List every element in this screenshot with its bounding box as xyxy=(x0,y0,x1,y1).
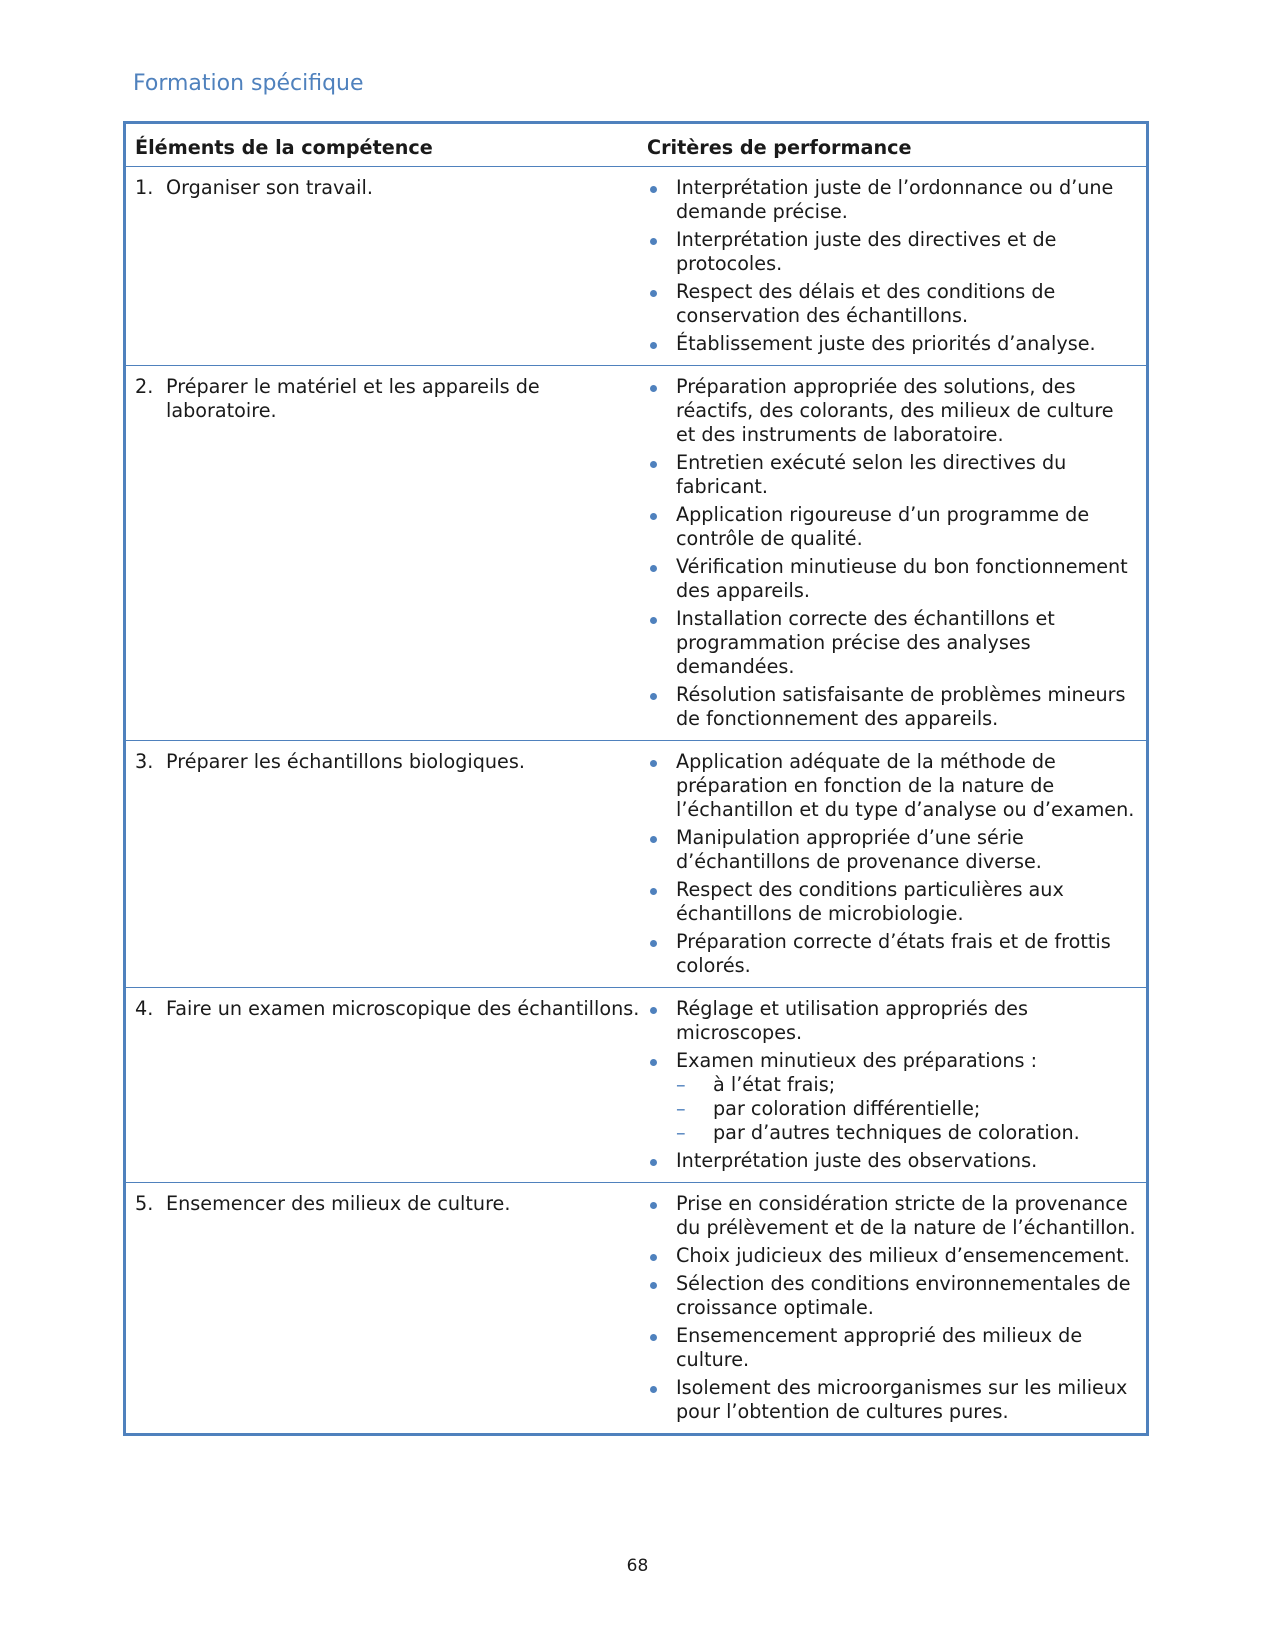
table-row xyxy=(125,988,1148,1183)
criterion-body xyxy=(676,826,1146,874)
criterion-body xyxy=(676,555,1146,603)
criterion-item xyxy=(647,280,1146,328)
sub-criterion-text: à l’état frais; xyxy=(713,1073,836,1096)
bullet-icon xyxy=(647,997,676,1045)
criterion-text: Résolution satisfaisante de problèmes mineurs de fonctionnement des appareils. xyxy=(676,683,1126,730)
criterion-body xyxy=(676,1376,1146,1424)
criterion-text: Vérification minutieuse du bon fonctionnement des appareils. xyxy=(676,555,1128,602)
table-row xyxy=(125,167,1148,366)
table-row xyxy=(125,366,1148,741)
criterion-item xyxy=(647,826,1146,874)
criteria-list xyxy=(647,741,1146,987)
criterion-text: Choix judicieux des milieux d’ensemencement. xyxy=(676,1244,1130,1267)
criterion-item xyxy=(647,1324,1146,1372)
element-cell xyxy=(125,988,648,1183)
bullet-icon xyxy=(647,1244,676,1268)
dash-icon: – xyxy=(676,1121,686,1144)
bullet-icon xyxy=(647,878,676,926)
element-cell xyxy=(125,366,648,741)
criterion-item xyxy=(647,683,1146,731)
bullet-icon xyxy=(647,1149,676,1173)
criterion-text: Préparation correcte d’états frais et de frottis colorés. xyxy=(676,930,1111,977)
sub-criteria-list xyxy=(676,1073,1138,1145)
criterion-body xyxy=(676,451,1146,499)
header-criteria: Critères de performance xyxy=(647,123,1148,167)
bullet-icon xyxy=(647,1324,676,1372)
criterion-item xyxy=(647,451,1146,499)
criterion-body xyxy=(676,607,1146,679)
criterion-body xyxy=(676,1049,1146,1145)
element-number: 4. xyxy=(135,997,154,1020)
bullet-icon xyxy=(647,826,676,874)
element-cell xyxy=(125,167,648,366)
bullet-icon xyxy=(647,176,676,224)
criterion-body xyxy=(676,503,1146,551)
criteria-cell xyxy=(647,167,1148,366)
table-row xyxy=(125,1183,1148,1435)
criterion-body xyxy=(676,750,1146,822)
criterion-body xyxy=(676,176,1146,224)
element-text: Faire un examen microscopique des échantillons. xyxy=(166,997,640,1020)
bullet-icon xyxy=(647,375,676,447)
criterion-body xyxy=(676,930,1146,978)
bullet-icon xyxy=(647,607,676,679)
element-item xyxy=(135,997,647,1021)
bullet-icon xyxy=(647,228,676,276)
header-elements: Éléments de la compétence xyxy=(125,123,648,167)
criterion-text: Ensemencement approprié des milieux de culture. xyxy=(676,1324,1083,1371)
criterion-body xyxy=(676,1192,1146,1240)
element-cell xyxy=(125,741,648,988)
bullet-icon xyxy=(647,683,676,731)
criterion-body xyxy=(676,683,1146,731)
criterion-body xyxy=(676,878,1146,926)
criterion-item xyxy=(647,1376,1146,1424)
criterion-body xyxy=(676,332,1146,356)
bullet-icon xyxy=(647,555,676,603)
criterion-item xyxy=(647,930,1146,978)
criteria-list xyxy=(647,366,1146,740)
criterion-body xyxy=(676,1324,1146,1372)
bullet-icon xyxy=(647,750,676,822)
criterion-body xyxy=(676,280,1146,328)
section-title: Formation spécifique xyxy=(133,71,364,96)
element-number: 5. xyxy=(135,1192,154,1215)
criterion-body xyxy=(676,1244,1146,1268)
criterion-body xyxy=(676,1272,1146,1320)
bullet-icon xyxy=(647,1192,676,1240)
dash-icon: – xyxy=(676,1073,686,1096)
criterion-item xyxy=(647,503,1146,551)
criterion-text: Préparation appropriée des solutions, des réactifs, des colorants, des milieux de culture et des instruments de laboratoire. xyxy=(676,375,1114,446)
element-item xyxy=(135,1192,647,1216)
criterion-text: Interprétation juste des observations. xyxy=(676,1149,1038,1172)
criteria-cell xyxy=(647,366,1148,741)
criterion-text: Interprétation juste de l’ordonnance ou d’une demande précise. xyxy=(676,176,1114,223)
criterion-text: Respect des délais et des conditions de conservation des échantillons. xyxy=(676,280,1056,327)
criterion-item xyxy=(647,375,1146,447)
criterion-text: Examen minutieux des préparations : xyxy=(676,1049,1038,1072)
criterion-text: Entretien exécuté selon les directives du fabricant. xyxy=(676,451,1067,498)
dash-icon: – xyxy=(676,1097,686,1120)
sub-criterion-item xyxy=(676,1097,1138,1121)
sub-criterion-text: par coloration différentielle; xyxy=(713,1097,981,1120)
sub-criterion-item xyxy=(676,1073,1138,1097)
bullet-icon xyxy=(647,332,676,356)
criterion-item xyxy=(647,555,1146,603)
table-row xyxy=(125,741,1148,988)
bullet-icon xyxy=(647,451,676,499)
criterion-text: Application rigoureuse d’un programme de contrôle de qualité. xyxy=(676,503,1090,550)
criterion-text: Interprétation juste des directives et de protocoles. xyxy=(676,228,1057,275)
criteria-cell xyxy=(647,741,1148,988)
criteria-cell xyxy=(647,1183,1148,1435)
criterion-body xyxy=(676,375,1146,447)
table-body xyxy=(125,167,1148,1435)
criterion-item xyxy=(647,1272,1146,1320)
criterion-item xyxy=(647,176,1146,224)
criterion-text: Réglage et utilisation appropriés des microscopes. xyxy=(676,997,1028,1044)
bullet-icon xyxy=(647,503,676,551)
criterion-text: Respect des conditions particulières aux échantillons de microbiologie. xyxy=(676,878,1064,925)
criteria-list xyxy=(647,167,1146,365)
criterion-text: Sélection des conditions environnementales de croissance optimale. xyxy=(676,1272,1131,1319)
element-number: 1. xyxy=(135,176,154,199)
element-number: 2. xyxy=(135,375,154,398)
criterion-text: Isolement des microorganismes sur les milieux pour l’obtention de cultures pures. xyxy=(676,1376,1128,1423)
criterion-text: Manipulation appropriée d’une série d’échantillons de provenance diverse. xyxy=(676,826,1042,873)
element-text: Préparer le matériel et les appareils de laboratoire. xyxy=(166,375,540,422)
element-text: Organiser son travail. xyxy=(166,176,373,199)
criterion-item xyxy=(647,878,1146,926)
element-item xyxy=(135,750,647,774)
bullet-icon xyxy=(647,1049,676,1145)
criterion-item xyxy=(647,607,1146,679)
criterion-item xyxy=(647,1244,1146,1268)
criterion-item xyxy=(647,1192,1146,1240)
criteria-cell xyxy=(647,988,1148,1183)
competency-table xyxy=(123,121,1149,1436)
criteria-list xyxy=(647,1183,1146,1433)
criterion-item xyxy=(647,997,1146,1045)
criterion-text: Installation correcte des échantillons et programmation précise des analyses demandées. xyxy=(676,607,1055,678)
element-number: 3. xyxy=(135,750,154,773)
criterion-item xyxy=(647,1049,1146,1145)
criterion-item xyxy=(647,332,1146,356)
criterion-body xyxy=(676,228,1146,276)
criterion-body xyxy=(676,1149,1146,1173)
criterion-item xyxy=(647,228,1146,276)
bullet-icon xyxy=(647,1272,676,1320)
criterion-text: Application adéquate de la méthode de préparation en fonction de la nature de l’échantillon et du type d’analyse ou d’examen. xyxy=(676,750,1135,821)
page-number: 68 xyxy=(626,1556,649,1576)
criteria-list xyxy=(647,988,1146,1182)
criterion-item xyxy=(647,1149,1146,1173)
criterion-text: Prise en considération stricte de la provenance du prélèvement et de la nature de l’échantillon. xyxy=(676,1192,1136,1239)
bullet-icon xyxy=(647,280,676,328)
criterion-text: Établissement juste des priorités d’analyse. xyxy=(676,332,1096,355)
table-header-row xyxy=(125,123,1148,167)
criterion-body xyxy=(676,997,1146,1045)
sub-criterion-text: par d’autres techniques de coloration. xyxy=(713,1121,1080,1144)
bullet-icon xyxy=(647,930,676,978)
element-text: Ensemencer des milieux de culture. xyxy=(166,1192,511,1215)
element-item xyxy=(135,176,647,200)
element-text: Préparer les échantillons biologiques. xyxy=(166,750,525,773)
bullet-icon xyxy=(647,1376,676,1424)
element-cell xyxy=(125,1183,648,1435)
criterion-item xyxy=(647,750,1146,822)
sub-criterion-item xyxy=(676,1121,1138,1145)
element-item xyxy=(135,375,647,423)
